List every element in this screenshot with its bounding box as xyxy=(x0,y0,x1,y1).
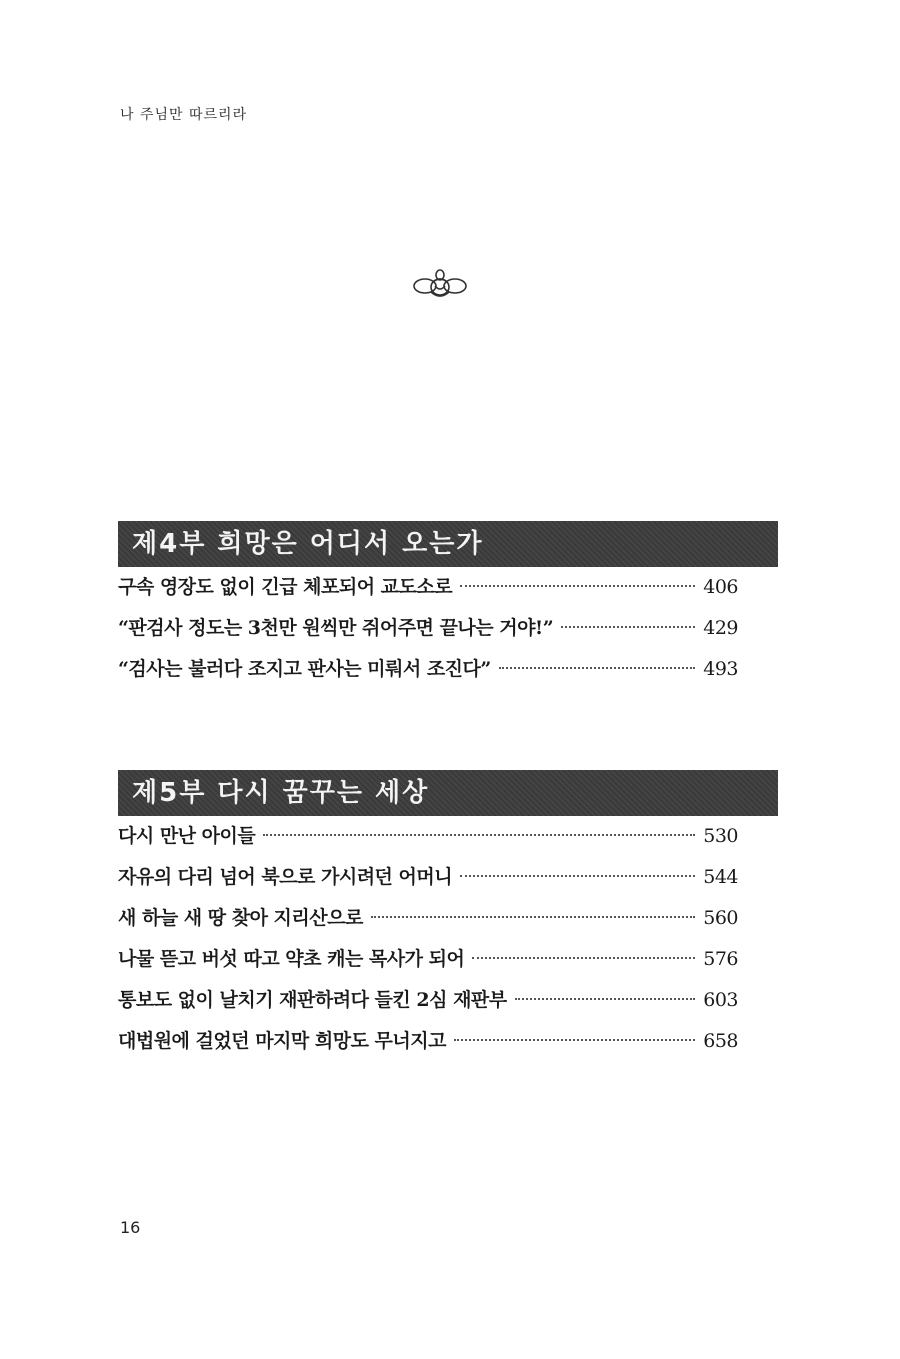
toc-entry[interactable] xyxy=(118,898,778,939)
dot-leader xyxy=(371,916,695,918)
dot-leader xyxy=(460,875,695,877)
entry-page-number: 406 xyxy=(703,576,738,598)
toc-entry[interactable] xyxy=(118,939,778,980)
dot-leader xyxy=(263,834,695,836)
part-5-title: 제5부 다시 꿈꾸는 세상 xyxy=(118,770,778,816)
dot-leader xyxy=(499,667,695,669)
dot-leader xyxy=(515,998,696,1000)
dot-leader xyxy=(472,957,695,959)
entry-title: “검사는 불러다 조지고 판사는 미뤄서 조진다” xyxy=(118,658,491,680)
entry-title: 나물 뜯고 버섯 따고 약초 캐는 목사가 되어 xyxy=(118,948,465,970)
part-4-entries xyxy=(118,567,778,690)
entry-title: 다시 만난 아이들 xyxy=(118,825,256,847)
entry-page-number: 544 xyxy=(703,866,738,888)
dot-leader xyxy=(460,585,695,587)
part-4-title: 제4부 희망은 어디서 오는가 xyxy=(118,521,778,567)
toc-entry[interactable] xyxy=(118,980,778,1021)
dot-leader xyxy=(561,626,695,628)
entry-page-number: 429 xyxy=(703,617,738,639)
entry-title: “판검사 정도는 3천만 원씩만 쥐어주면 끝나는 거야!” xyxy=(118,617,554,639)
knot-ornament-icon xyxy=(411,266,469,302)
part-5-entries xyxy=(118,816,778,1062)
entry-title: 새 하늘 새 땅 찾아 지리산으로 xyxy=(118,907,363,929)
entry-page-number: 560 xyxy=(703,907,738,929)
entry-page-number: 530 xyxy=(703,825,738,847)
entry-page-number: 493 xyxy=(703,658,738,680)
entry-title: 대법원에 걸었던 마지막 희망도 무너지고 xyxy=(118,1030,446,1052)
dot-leader xyxy=(454,1039,695,1041)
entry-title: 자유의 다리 넘어 북으로 가시려던 어머니 xyxy=(118,866,453,888)
entry-page-number: 603 xyxy=(703,989,738,1011)
entry-page-number: 576 xyxy=(703,948,738,970)
toc-entry[interactable] xyxy=(118,649,778,690)
toc-entry[interactable] xyxy=(118,816,778,857)
toc-entry[interactable] xyxy=(118,608,778,649)
part-4-section xyxy=(118,521,778,690)
entry-title: 통보도 없이 날치기 재판하려다 들킨 2심 재판부 xyxy=(118,989,507,1011)
entry-title: 구속 영장도 없이 긴급 체포되어 교도소로 xyxy=(118,576,453,598)
running-header: 나 주님만 따르리라 xyxy=(120,107,248,123)
page-number: 16 xyxy=(120,1218,141,1237)
toc-entry[interactable] xyxy=(118,1021,778,1062)
part-5-section xyxy=(118,770,778,1062)
entry-page-number: 658 xyxy=(703,1030,738,1052)
toc-entry[interactable] xyxy=(118,857,778,898)
toc-entry[interactable] xyxy=(118,567,778,608)
